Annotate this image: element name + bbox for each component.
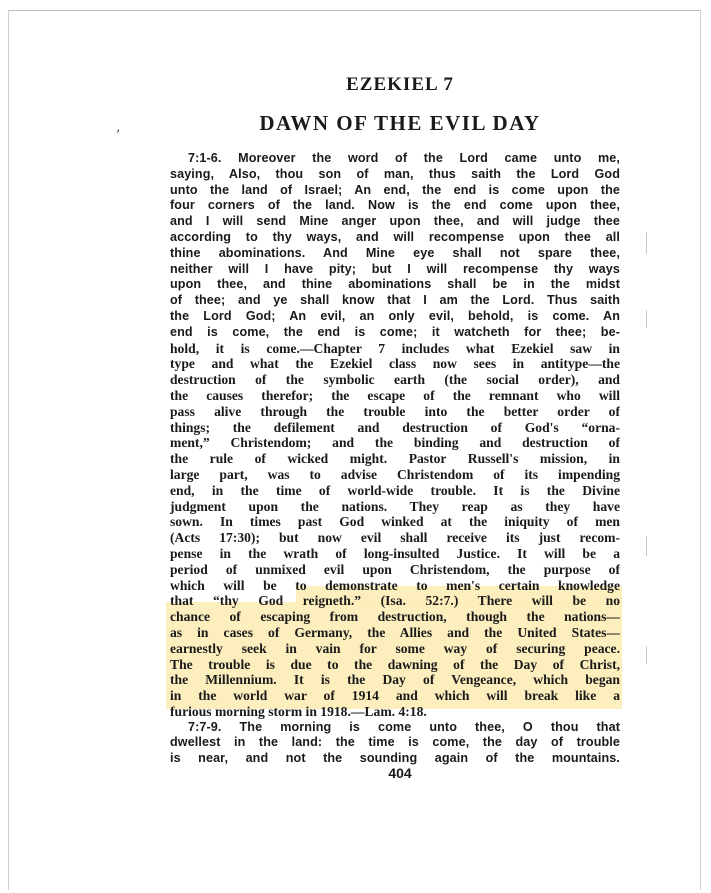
text-line: the Lord God; An evil, an only evil, behold, is come. An xyxy=(170,308,620,323)
text-line: judgment upon the nations. They reap as they have xyxy=(170,498,620,514)
margin-tick xyxy=(646,536,647,556)
text-line: unto the land of Israel; An end, the end is come upon the xyxy=(170,182,620,197)
text-line: The trouble is due to the dawning of the Day of Christ, xyxy=(170,656,620,672)
margin-mark: ’ xyxy=(116,128,121,143)
margin-tick xyxy=(646,232,647,254)
text-line: period of unmixed evil upon Christendom, the purpose of xyxy=(170,561,620,577)
text-line: the rule of wicked might. Pastor Russell's mission, in xyxy=(170,451,620,467)
text-line: four corners of the land. Now is the end come upon thee, xyxy=(170,198,620,213)
text-line: (Acts 17:30); but now evil shall receive its just recom- xyxy=(170,530,620,546)
text-line: pense in the wrath of long-insulted Justice. It will be a xyxy=(170,545,620,561)
margin-tick xyxy=(646,646,647,664)
chapter-heading: EZEKIEL 7 xyxy=(346,74,454,95)
text-line: things; the defilement and destruction of God's “orna- xyxy=(170,419,620,435)
text-line: according to thy ways, and will recompense upon thee all xyxy=(170,229,620,244)
text-line: in the world war of 1914 and which will break like a xyxy=(170,688,620,704)
text-line: hold, it is come.—Chapter 7 includes what Ezekiel saw in xyxy=(170,340,620,356)
text-line: end, in the time of world-wide trouble. It is the Divine xyxy=(170,482,620,498)
text-line: the Millennium. It is the Day of Vengeance, which began xyxy=(170,672,620,688)
text-line: neither will I have pity; but I will recompense thy ways xyxy=(170,261,620,276)
text-line: thine abominations. And Mine eye shall not spare thee, xyxy=(170,245,620,260)
scan-border-left xyxy=(8,10,9,890)
text-line: chance of escaping from destruction, though the nations— xyxy=(170,609,620,625)
text-line: 7:7-9. The morning is come unto thee, O thou that xyxy=(188,719,620,734)
text-line: ment,” Christendom; and the binding and destruction of xyxy=(170,435,620,451)
body-text xyxy=(170,151,620,767)
text-line: that “thy God reigneth.” (Isa. 52:7.) There will be no xyxy=(170,593,620,609)
text-line: is near, and not the sounding again of the mountains. xyxy=(170,751,620,766)
scan-border-right xyxy=(700,10,701,890)
text-line: dwellest in the land: the time is come, the day of trouble xyxy=(170,735,620,750)
text-line: of thee; and ye shall know that I am the Lord. Thus saith xyxy=(170,293,620,308)
page-title: DAWN OF THE EVIL DAY xyxy=(259,111,541,135)
text-line: destruction of the symbolic earth (the social order), and xyxy=(170,372,620,388)
text-line: end is come, the end is come; it watcheth for thee; be- xyxy=(170,324,620,339)
text-line: earnestly seek in vain for some way of securing peace. xyxy=(170,640,620,656)
text-line: saying, Also, thou son of man, thus saith the Lord God xyxy=(170,166,620,181)
margin-tick xyxy=(646,310,647,328)
text-line: pass alive through the trouble into the better order of xyxy=(170,403,620,419)
text-line: large part, was to advise Christendom of its impending xyxy=(170,466,620,482)
text-line: type and what the Ezekiel class now sees in antitype—the xyxy=(170,356,620,372)
text-line: 7:1-6. Moreover the word of the Lord came unto me, xyxy=(188,151,620,165)
page-number: 404 xyxy=(388,765,412,781)
text-line: which will be to demonstrate to men's certain knowledge xyxy=(170,577,620,593)
text-line: and I will send Mine anger upon thee, and will judge thee xyxy=(170,214,620,229)
text-line: upon thee, and thine abominations shall be in the midst xyxy=(170,277,620,292)
text-line: sown. In times past God winked at the iniquity of men xyxy=(170,514,620,530)
text-line: furious morning storm in 1918.—Lam. 4:18. xyxy=(170,703,427,719)
text-line: as in cases of Germany, the Allies and the United States— xyxy=(170,624,620,640)
text-line: the causes therefor; the escape of the remnant who will xyxy=(170,387,620,403)
scan-border-top xyxy=(8,10,700,11)
